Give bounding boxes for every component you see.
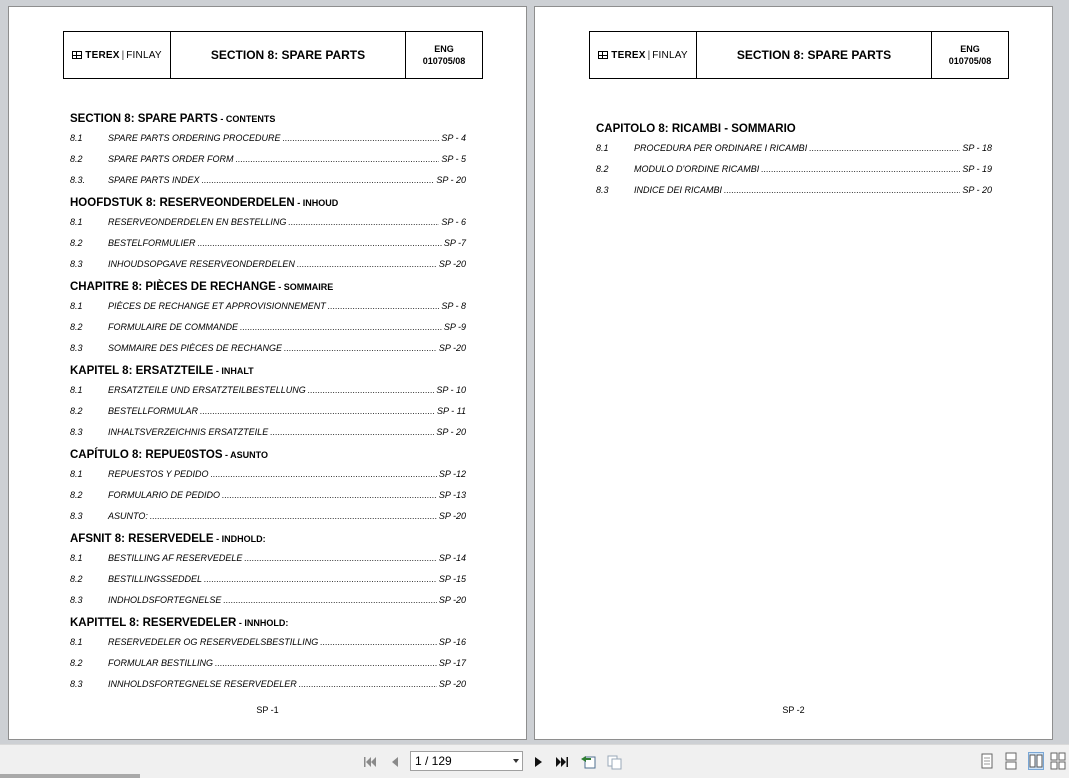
logo-terex-text: TEREX xyxy=(611,49,646,61)
toc-entry-label: INDHOLDSFORTEGNELSE xyxy=(108,595,222,605)
toc-entry-number: 8.1 xyxy=(70,553,83,563)
toc-leader-dots xyxy=(299,674,437,695)
toc-entry-label: SOMMAIRE DES PIÈCES DE RECHANGE xyxy=(108,343,283,353)
toc-leader-dots xyxy=(198,233,442,254)
chevron-down-icon xyxy=(513,759,519,763)
section-title: SECTION 8: SPARE PARTS xyxy=(171,32,406,78)
page-number-footer: SP -2 xyxy=(782,705,805,715)
toc-entry[interactable] xyxy=(70,674,466,695)
toc-entry-label: RESERVEONDERDELEN EN BESTELLING xyxy=(108,217,287,227)
toc-entry[interactable] xyxy=(70,380,466,401)
toc-leader-dots xyxy=(215,653,437,674)
horizontal-scrollbar[interactable] xyxy=(0,774,140,778)
last-page-icon[interactable] xyxy=(554,754,570,770)
toc-entry[interactable] xyxy=(70,485,466,506)
toc-entry-page: SP - 10 xyxy=(436,385,466,395)
toc-entry-number: 8.1 xyxy=(596,143,609,153)
section-title: SECTION 8: SPARE PARTS xyxy=(697,32,932,78)
toc-section-heading xyxy=(596,120,992,138)
toc-entry-number: 8.2 xyxy=(70,406,83,416)
toc-section-heading xyxy=(70,110,466,128)
toc-entry-label: INHALTSVERZEICHNIS ERSATZTEILE xyxy=(108,427,269,437)
toc-section-heading xyxy=(70,194,466,212)
toc-entry-page: SP -16 xyxy=(438,637,466,647)
table-of-contents xyxy=(70,107,466,695)
toc-entry-page: SP - 20 xyxy=(436,175,466,185)
pdf-page-2 xyxy=(534,6,1053,740)
toc-leader-dots xyxy=(297,254,437,275)
toc-entry-number: 8.1 xyxy=(70,637,83,647)
toc-entry-number: 8.3 xyxy=(70,595,83,605)
toc-entry-page: SP -20 xyxy=(438,511,466,521)
toc-leader-dots xyxy=(761,159,960,180)
toc-entry-page: SP - 20 xyxy=(436,427,466,437)
toc-entry-number: 8.2 xyxy=(70,322,83,332)
toc-entry-page: SP - 18 xyxy=(962,143,992,153)
toc-entry-label: FORMULAIRE DE COMMANDE xyxy=(108,322,239,332)
toc-entry-number: 8.1 xyxy=(70,385,83,395)
page-indicator-text: 1 / 129 xyxy=(415,754,452,768)
toc-entry-label: ASUNTO: xyxy=(108,511,148,521)
toc-entry-page: SP -13 xyxy=(438,490,466,500)
doc-code-box xyxy=(406,32,482,78)
toc-entry[interactable] xyxy=(70,569,466,590)
toc-section-subtitle: - INHALT xyxy=(213,366,254,376)
logo-separator: | xyxy=(121,49,125,61)
terex-logo-icon xyxy=(598,51,608,59)
toc-entry-label: RESERVEDELER OG RESERVEDELSBESTILLING xyxy=(108,637,319,647)
toc-leader-dots xyxy=(204,569,437,590)
navigation-toolbar xyxy=(0,744,1069,778)
toc-entry[interactable] xyxy=(70,548,466,569)
two-page-icon[interactable] xyxy=(1028,752,1044,770)
toc-leader-dots xyxy=(283,128,440,149)
toc-section-title: CAPÍTULO 8: REPUE0STOS xyxy=(70,449,223,461)
toc-section-subtitle: - INNHOLD: xyxy=(236,618,289,628)
toc-entry-page: SP - 11 xyxy=(436,406,466,416)
toc-entry-number: 8.3 xyxy=(70,343,83,353)
toc-entry-label: BESTILLING AF RESERVEDELE xyxy=(108,553,243,563)
two-page-continuous-icon[interactable] xyxy=(1050,752,1066,770)
language-code: ENG xyxy=(960,44,980,54)
toc-entry-page: SP - 20 xyxy=(962,185,992,195)
toc-entry-page: SP -20 xyxy=(438,259,466,269)
toc-entry-number: 8.1 xyxy=(70,217,83,227)
toc-entry-label: SPARE PARTS INDEX xyxy=(108,175,200,185)
logo-separator: | xyxy=(647,49,651,61)
document-code: 010705/08 xyxy=(422,56,466,66)
toc-entry[interactable] xyxy=(70,170,466,191)
toc-section-heading xyxy=(70,362,466,380)
toc-entry[interactable] xyxy=(70,632,466,653)
toc-leader-dots xyxy=(240,317,442,338)
toc-section-title: CHAPITRE 8: PIÈCES DE RECHANGE xyxy=(70,281,276,293)
toc-entry[interactable] xyxy=(70,422,466,443)
toc-entry-number: 8.2 xyxy=(70,574,83,584)
language-code: ENG xyxy=(434,44,454,54)
toc-section-heading xyxy=(70,446,466,464)
document-code: 010705/08 xyxy=(948,56,992,66)
toc-entry-number: 8.2 xyxy=(596,164,609,174)
toc-entry-number: 8.3. xyxy=(70,175,86,185)
toc-section-heading xyxy=(70,530,466,548)
toc-leader-dots xyxy=(284,338,437,359)
toc-leader-dots xyxy=(202,170,435,191)
toc-entry-number: 8.3 xyxy=(70,259,83,269)
toc-entry[interactable] xyxy=(596,180,992,201)
toc-leader-dots xyxy=(150,506,437,527)
terex-finlay-logo xyxy=(64,32,171,78)
toc-section-heading xyxy=(70,614,466,632)
toc-entry-number: 8.3 xyxy=(70,679,83,689)
toc-entry-label: BESTILLINGSSEDDEL xyxy=(108,574,203,584)
toc-entry-page: SP -7 xyxy=(443,238,466,248)
toc-entry[interactable] xyxy=(70,401,466,422)
terex-finlay-logo xyxy=(590,32,697,78)
toc-entry-page: SP -17 xyxy=(438,658,466,668)
toc-entry[interactable] xyxy=(70,296,466,317)
toc-section-subtitle: - INDHOLD: xyxy=(213,534,266,544)
toc-entry-label: FORMULAR BESTILLING xyxy=(108,658,214,668)
toc-entry[interactable] xyxy=(70,338,466,359)
toc-entry-number: 8.2 xyxy=(70,238,83,248)
toc-leader-dots xyxy=(223,590,436,611)
toc-section-title: KAPITTEL 8: RESERVEDELER xyxy=(70,617,237,629)
toc-entry-page: SP - 4 xyxy=(441,133,466,143)
toc-leader-dots xyxy=(809,138,960,159)
toc-leader-dots xyxy=(236,149,440,170)
toc-section-title: SECTION 8: SPARE PARTS xyxy=(70,113,218,125)
toc-entry[interactable] xyxy=(70,212,466,233)
toc-entry-page: SP -15 xyxy=(438,574,466,584)
toc-entry-number: 8.2 xyxy=(70,490,83,500)
first-page-icon[interactable] xyxy=(362,754,378,770)
toc-leader-dots xyxy=(244,548,436,569)
page-number-footer: SP -1 xyxy=(256,705,279,715)
toc-entry[interactable] xyxy=(70,590,466,611)
toc-leader-dots xyxy=(320,632,437,653)
logo-finlay-text: FINLAY xyxy=(652,49,688,61)
toc-leader-dots xyxy=(288,212,439,233)
page-header xyxy=(589,31,1009,79)
toc-section-subtitle: - ASUNTO xyxy=(222,450,269,460)
toc-entry[interactable] xyxy=(70,149,466,170)
go-back-view-icon[interactable] xyxy=(580,754,596,770)
toc-entry-label: SPARE PARTS ORDER FORM xyxy=(108,154,234,164)
toc-entry-number: 8.2 xyxy=(70,154,83,164)
toc-section-subtitle: - INHOUD xyxy=(294,198,339,208)
toc-section-heading xyxy=(70,278,466,296)
toc-leader-dots xyxy=(724,180,960,201)
toc-entry-page: SP - 5 xyxy=(441,154,466,164)
toc-leader-dots xyxy=(222,485,437,506)
toc-entry-page: SP - 6 xyxy=(441,217,466,227)
next-page-icon[interactable] xyxy=(531,754,547,770)
toc-section-title: AFSNIT 8: RESERVEDELE xyxy=(70,533,214,545)
toc-entry[interactable] xyxy=(596,138,992,159)
toc-entry-page: SP -20 xyxy=(438,343,466,353)
logo-terex-text: TEREX xyxy=(85,49,120,61)
toc-entry-label: REPUESTOS Y PEDIDO xyxy=(108,469,209,479)
toc-entry[interactable] xyxy=(70,317,466,338)
toc-entry-number: 8.2 xyxy=(70,658,83,668)
toc-entry-page: SP -9 xyxy=(443,322,466,332)
toc-entry-page: SP - 19 xyxy=(962,164,992,174)
toc-entry-label: INHOUDSOPGAVE RESERVEONDERDELEN xyxy=(108,259,295,269)
toc-entry-page: SP -12 xyxy=(438,469,466,479)
toc-entry-label: PIÈCES DE RECHANGE ET APPROVISIONNEMENT xyxy=(108,301,326,311)
page-header xyxy=(63,31,483,79)
pdf-page-1 xyxy=(8,6,527,740)
toc-section-title: CAPITOLO 8: RICAMBI - SOMMARIO xyxy=(596,123,796,135)
toc-entry-label: INDICE DEI RICAMBI xyxy=(634,185,723,195)
toc-entry-number: 8.1 xyxy=(70,469,83,479)
toc-entry-label: BESTELLFORMULAR xyxy=(108,406,199,416)
toc-section-subtitle: - CONTENTS xyxy=(217,114,276,124)
continuous-page-icon[interactable] xyxy=(1003,752,1019,770)
toc-entry-label: FORMULARIO DE PEDIDO xyxy=(108,490,221,500)
page-number-select[interactable] xyxy=(410,751,523,771)
toc-entry-page: SP -20 xyxy=(438,679,466,689)
toc-entry-page: SP -20 xyxy=(438,595,466,605)
toc-entry[interactable] xyxy=(70,464,466,485)
toc-entry-label: SPARE PARTS ORDERING PROCEDURE xyxy=(108,133,281,143)
toc-entry[interactable] xyxy=(596,159,992,180)
toc-entry-number: 8.3 xyxy=(596,185,609,195)
toc-entry-label: ERSATZTEILE UND ERSATZTEILBESTELLUNG xyxy=(108,385,306,395)
toc-leader-dots xyxy=(308,380,435,401)
toc-entry-number: 8.3 xyxy=(70,511,83,521)
toc-entry-label: PROCEDURA PER ORDINARE I RICAMBI xyxy=(634,143,808,153)
toc-entry-label: BESTELFORMULIER xyxy=(108,238,196,248)
previous-page-icon[interactable] xyxy=(387,754,403,770)
toc-entry[interactable] xyxy=(70,128,466,149)
toc-entry-number: 8.3 xyxy=(70,427,83,437)
toc-entry-page: SP - 8 xyxy=(441,301,466,311)
toc-leader-dots xyxy=(328,296,440,317)
toc-section-subtitle: - SOMMAIRE xyxy=(275,282,334,292)
toc-leader-dots xyxy=(200,401,435,422)
toc-entry-page: SP -14 xyxy=(438,553,466,563)
toc-section-title: HOOFDSTUK 8: RESERVEONDERDELEN xyxy=(70,197,295,209)
doc-code-box xyxy=(932,32,1008,78)
table-of-contents xyxy=(596,117,992,201)
toc-entry-number: 8.1 xyxy=(70,301,83,311)
logo-finlay-text: FINLAY xyxy=(126,49,162,61)
toc-leader-dots xyxy=(211,464,437,485)
toc-entry[interactable] xyxy=(70,254,466,275)
terex-logo-icon xyxy=(72,51,82,59)
toc-section-title: KAPITEL 8: ERSATZTEILE xyxy=(70,365,214,377)
single-page-icon[interactable] xyxy=(979,752,995,770)
go-forward-view-icon[interactable] xyxy=(606,754,622,770)
toc-entry[interactable] xyxy=(70,233,466,254)
toc-entry-label: INNHOLDSFORTEGNELSE RESERVEDELER xyxy=(108,679,297,689)
toc-leader-dots xyxy=(270,422,434,443)
toc-entry[interactable] xyxy=(70,653,466,674)
toc-entry[interactable] xyxy=(70,506,466,527)
toc-entry-number: 8.1 xyxy=(70,133,83,143)
toc-entry-label: MODULO D'ORDINE RICAMBI xyxy=(634,164,760,174)
